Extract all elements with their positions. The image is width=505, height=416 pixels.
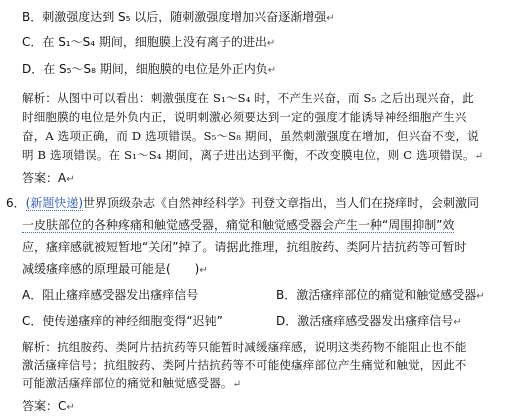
q6-explanation-text: 可能激活瘙痒部位的痛觉和触觉感受器。	[22, 376, 233, 390]
q5-explanation-text: 明 B 选项错误。在 S₁～S₄ 期间，离子进出达到平衡，不改变膜电位，则 C 选项错误。	[22, 148, 475, 162]
paragraph-mark-icon: ↵	[474, 151, 484, 162]
q6-option-b	[276, 288, 485, 304]
q6-stem-line-1	[6, 196, 479, 210]
paragraph-mark-icon: ↵	[266, 38, 276, 49]
question-number: 6．	[6, 196, 26, 210]
q6-explanation-line: 激活瘙痒信号；抗组胺药、类阿片拮抗药等不可能使瘙痒部位产生痛觉和触觉，因此不	[22, 358, 467, 372]
q6-stem-text: 世界顶级杂志《自然神经科学》刊登文章指出，当人们在挠痒时，会刺激同	[83, 196, 480, 210]
q6-option-a: A．阻止瘙痒感受器发出瘙痒信号	[22, 288, 199, 302]
paragraph-mark-icon: ↵	[267, 65, 277, 76]
paragraph-mark-icon: ↵	[66, 402, 75, 413]
q5-option-d-text: D．在 S₅～S₈ 期间，细胞膜的电位是外正内负	[22, 62, 268, 76]
q5-option-b-text: B．刺激强度达到 S₅ 以后，随刺激强度增加兴奋逐渐增强	[22, 10, 327, 24]
q5-option-b	[22, 10, 335, 26]
q5-option-c	[22, 35, 275, 51]
paragraph-mark-icon: ↵	[476, 291, 485, 302]
q6-stem-text: 减缓瘙痒感的原理最可能是( )	[22, 262, 200, 276]
q5-explanation-line: 时细胞膜的电位是外负内正，说明刺激必须要达到一定的强度才能诱导神经细胞产生兴	[22, 110, 467, 124]
q5-explanation-line: 解析：从图中可以看出：刺激强度在 S₁～S₄ 时，不产生兴奋，而 S₅ 之后出现兴奋，此	[22, 91, 474, 105]
q6-explanation-line: 解析：抗组胺药、类阿片拮抗药等只能暂时减缓瘙痒感，说明这类药物不能阻止也不能	[22, 340, 467, 354]
q5-explanation-line: 奋，A 选项正确，而 D 选项错误。S₅～S₈ 期间，虽然刺激强度在增加，但兴奋不变，说	[22, 129, 479, 143]
q5-answer-text: 答案：A	[22, 171, 67, 185]
paragraph-mark-icon: ↵	[453, 317, 462, 328]
q5-explanation-line	[22, 148, 483, 164]
q5-option-d	[22, 62, 276, 78]
paragraph-mark-icon: ↵	[326, 13, 335, 24]
q6-option-d	[276, 314, 462, 330]
q6-explanation-line	[22, 376, 241, 392]
source-tag: (新题快递)	[25, 196, 84, 210]
q6-answer	[22, 399, 75, 415]
q6-option-d-text: D．激活瘙痒感受器发出瘙痒信号	[276, 314, 454, 328]
paragraph-mark-icon: ↵	[66, 174, 75, 185]
paragraph-mark-icon: ↵	[232, 379, 242, 390]
q6-option-c: C．使传递瘙痒的神经细胞变得“迟钝”	[22, 314, 223, 328]
q6-answer-text: 答案：C	[22, 399, 67, 413]
q6-stem-line-4	[22, 262, 208, 278]
paragraph-mark-icon: ↵	[199, 265, 208, 276]
q6-stem-line-2	[22, 218, 454, 232]
q6-option-b-text: B．激活瘙痒部位的痛觉和触觉感受器	[276, 288, 477, 302]
q6-stem-line-3: 应，瘙痒感就被短暂地“关闭”掉了。请据此推理，抗组胺药、类阿片拮抗药等可暂时	[22, 240, 467, 254]
q6-stem-text: 一皮肤部位的各种疼痛和触觉感受器，痛觉和触觉感受器会产生一种“周围抑制”效	[22, 218, 455, 232]
q5-option-c-text: C．在 S₁～S₄ 期间，细胞膜上没有离子的进出	[22, 35, 267, 49]
q5-answer	[22, 171, 75, 187]
